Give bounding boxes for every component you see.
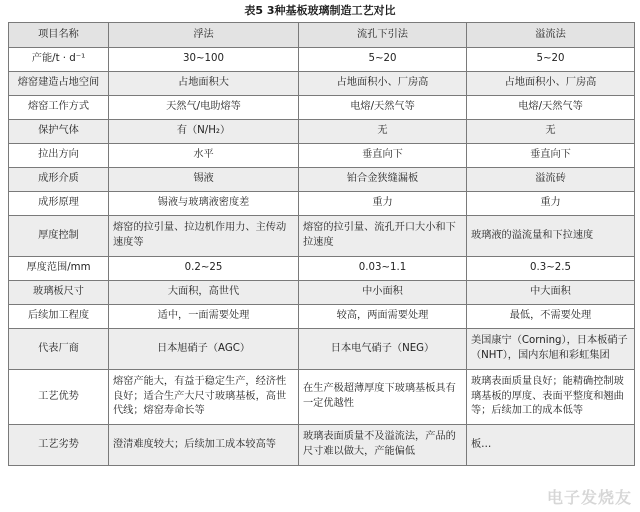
column-header-slot-down-draw: 流孔下引法 xyxy=(299,23,467,48)
table-cell: 中小面积 xyxy=(299,281,467,305)
table-row xyxy=(9,425,635,466)
table-cell: 无 xyxy=(299,120,467,144)
table-row xyxy=(9,144,635,168)
table-cell: 5~20 xyxy=(299,48,467,72)
table-cell: 电熔/天然气等 xyxy=(467,96,635,120)
table-cell: 锡液 xyxy=(109,168,299,192)
row-label: 玻璃板尺寸 xyxy=(9,281,109,305)
row-label: 成形介质 xyxy=(9,168,109,192)
comparison-table xyxy=(8,22,635,466)
row-label: 厚度控制 xyxy=(9,216,109,257)
table-cell: 水平 xyxy=(109,144,299,168)
table-row xyxy=(9,168,635,192)
table-row xyxy=(9,370,635,425)
table-row xyxy=(9,216,635,257)
table-cell: 无 xyxy=(467,120,635,144)
table-row xyxy=(9,305,635,329)
table-cell: 电熔/天然气等 xyxy=(299,96,467,120)
table-caption: 表5 3种基板玻璃制造工艺对比 xyxy=(244,4,396,17)
table-cell: 溢流砖 xyxy=(467,168,635,192)
table-cell: 0.2~25 xyxy=(109,257,299,281)
row-label: 代表厂商 xyxy=(9,329,109,370)
table-cell: 板… xyxy=(467,425,635,466)
table-row xyxy=(9,72,635,96)
table-row xyxy=(9,257,635,281)
table-cell: 玻璃液的溢流量和下拉速度 xyxy=(467,216,635,257)
column-header-float: 浮法 xyxy=(109,23,299,48)
table-cell: 重力 xyxy=(299,192,467,216)
table-cell: 最低，不需要处理 xyxy=(467,305,635,329)
table-cell: 中大面积 xyxy=(467,281,635,305)
table-cell: 玻璃表面质量良好；能精确控制玻璃基板的厚度、表面平整度和翘曲等；后续加工的成本低等 xyxy=(467,370,635,425)
table-row xyxy=(9,329,635,370)
table-cell: 天然气/电助熔等 xyxy=(109,96,299,120)
row-label: 熔窑工作方式 xyxy=(9,96,109,120)
table-row xyxy=(9,96,635,120)
table-cell: 熔窑产能大，有益于稳定生产，经济性良好；适合生产大尺寸玻璃基板，高世代线；熔窑寿命长等 xyxy=(109,370,299,425)
table-row xyxy=(9,192,635,216)
table-row xyxy=(9,120,635,144)
table-cell: 日本电气硝子（NEG） xyxy=(299,329,467,370)
table-cell: 垂直向下 xyxy=(299,144,467,168)
table-cell: 玻璃表面质量不及溢流法，产品的尺寸难以做大，产能偏低 xyxy=(299,425,467,466)
row-label: 拉出方向 xyxy=(9,144,109,168)
row-label: 熔窑建造占地空间 xyxy=(9,72,109,96)
table-cell: 美国康宁（Corning），日本板硝子（NHT），国内东旭和彩虹集团 xyxy=(467,329,635,370)
table-cell: 有（N/H₂） xyxy=(109,120,299,144)
watermark: 电子发烧友 xyxy=(546,488,632,507)
table-row xyxy=(9,48,635,72)
row-label: 工艺劣势 xyxy=(9,425,109,466)
row-label: 厚度范围/mm xyxy=(9,257,109,281)
table-cell: 占地面积大 xyxy=(109,72,299,96)
table-cell: 适中，一面需要处理 xyxy=(109,305,299,329)
table-cell: 0.03~1.1 xyxy=(299,257,467,281)
row-label: 产能/t · d⁻¹ xyxy=(9,48,109,72)
table-cell: 澄清难度较大；后续加工成本较高等 xyxy=(109,425,299,466)
table-cell: 铂合金狭缝漏板 xyxy=(299,168,467,192)
table-cell: 锡液与玻璃液密度差 xyxy=(109,192,299,216)
row-label: 工艺优势 xyxy=(9,370,109,425)
row-label: 成形原理 xyxy=(9,192,109,216)
table-cell: 占地面积小、厂房高 xyxy=(467,72,635,96)
column-header-overflow: 溢流法 xyxy=(467,23,635,48)
table-cell: 占地面积小、厂房高 xyxy=(299,72,467,96)
table-cell: 5~20 xyxy=(467,48,635,72)
table-cell: 在生产极超薄厚度下玻璃基板具有一定优越性 xyxy=(299,370,467,425)
table-cell: 30~100 xyxy=(109,48,299,72)
table-cell: 垂直向下 xyxy=(467,144,635,168)
column-header-item: 项目名称 xyxy=(9,23,109,48)
table-cell: 0.3~2.5 xyxy=(467,257,635,281)
row-label: 后续加工程度 xyxy=(9,305,109,329)
table-cell: 大面积，高世代 xyxy=(109,281,299,305)
table-header-row xyxy=(9,23,635,48)
table-cell: 熔窑的拉引量、流孔开口大小和下拉速度 xyxy=(299,216,467,257)
table-row xyxy=(9,281,635,305)
table-cell: 较高，两面需要处理 xyxy=(299,305,467,329)
table-cell: 重力 xyxy=(467,192,635,216)
row-label: 保护气体 xyxy=(9,120,109,144)
table-cell: 熔窑的拉引量、拉边机作用力、主传动速度等 xyxy=(109,216,299,257)
table-cell: 日本旭硝子（AGC） xyxy=(109,329,299,370)
